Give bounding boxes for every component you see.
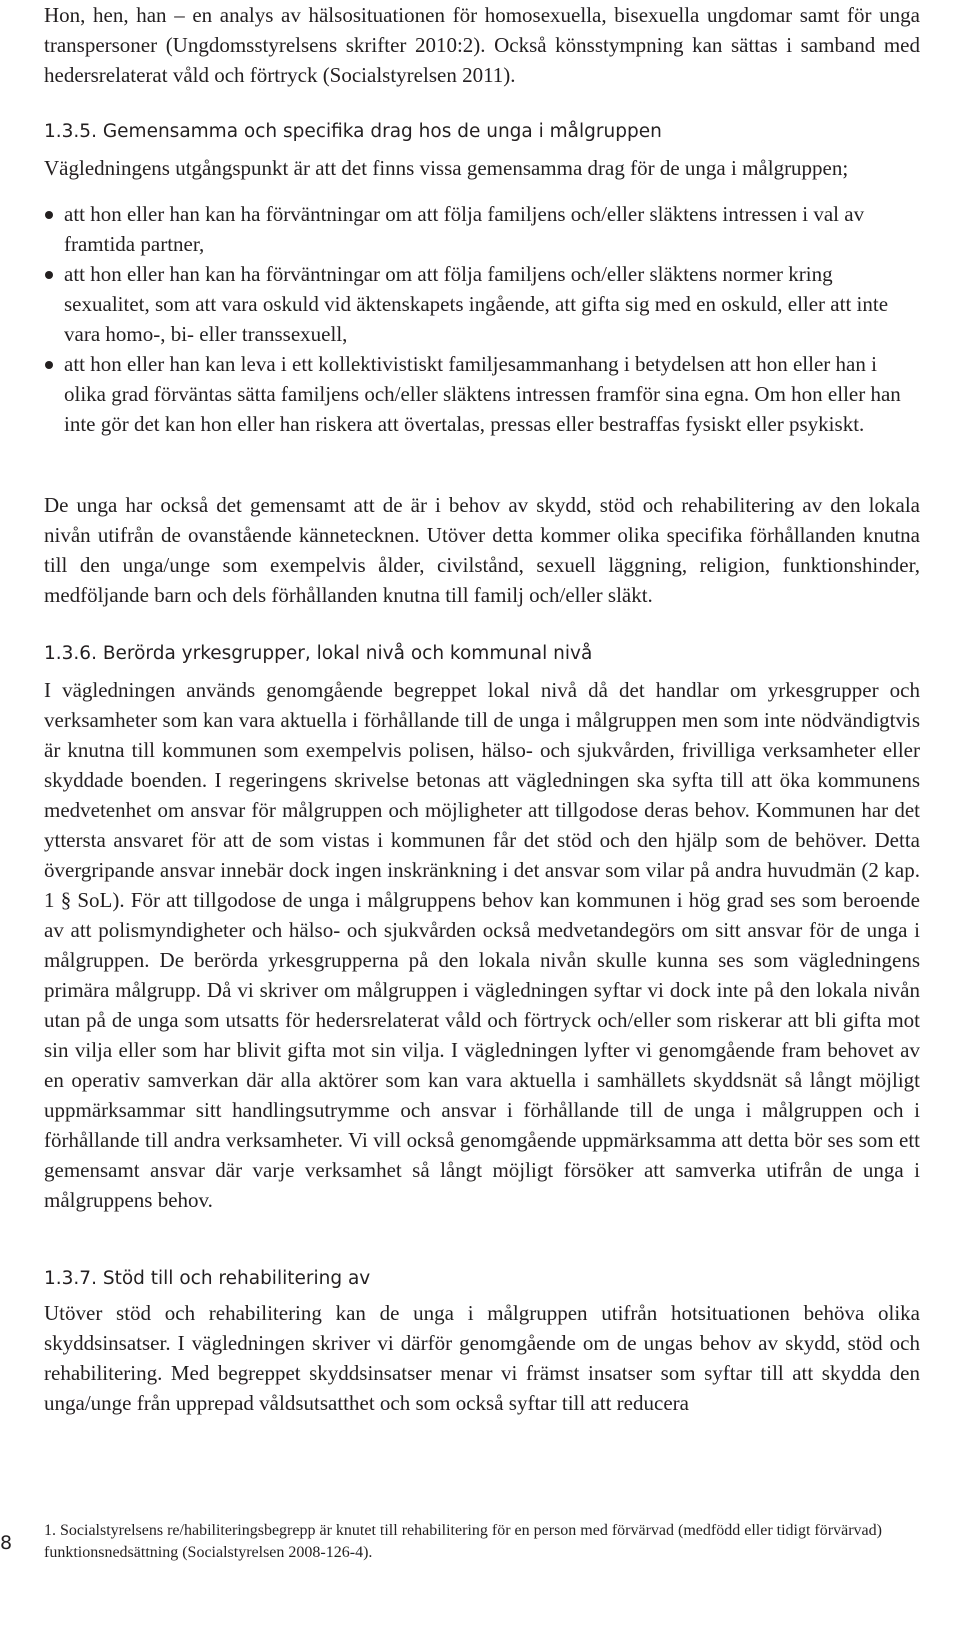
section-heading-1-3-7: 1.3.7. Stöd till och rehabilitering av: [44, 1268, 371, 1289]
list-item-text: att hon eller han kan ha förväntningar om att följa familjens och/eller släktens normer kring sexualitet, som att vara oskuld vid äktenskapets ingående, att gifta sig med en oskuld, eller att inte vara homo-, bi- eller transsexuell,: [64, 262, 889, 346]
list-item: [44, 199, 920, 259]
bullet-dot-icon: [45, 211, 53, 219]
section-heading-1-3-5: 1.3.5. Gemensamma och specifika drag hos de unga i målgruppen: [44, 121, 662, 142]
page-number: 8: [0, 1532, 13, 1554]
list-item-text: att hon eller han kan ha förväntningar om att följa familjens och/eller släktens intressen i val av framtida partner,: [64, 202, 865, 256]
body-paragraph: I vägledningen används genomgående begreppet lokal nivå då det handlar om yrkesgrupper och verksamheter som kan vara aktuella i förhållande till de unga i målgruppen men som inte nödvändigtvis är knutna till kommunen som exempelvis polisen, hälso- och sjukvården, frivilliga verksamheter eller skyddade boenden. I regeringens skrivelse betonas att vägledningen ska syfta till att öka kommunens medvetenhet om ansvar för målgruppen och möjligheter att tillgodose deras behov. Kommunen har det yttersta ansvaret för att de som vistas i kommunen får det stöd och den hjälp som de behöver. Detta övergripande ansvar innebär dock ingen inskränkning i det ansvar som vilar på andra huvudmän (2 kap. 1 § SoL). För att tillgodose de unga i målgruppens behov kan kommunen i hög grad ses som beroende av att polismyndigheter och hälso- och sjukvården också medvetandegörs om sitt ansvar för de unga i målgruppen. De berörda yrkesgrupperna på den lokala nivån skulle kunna ses som vägledningens primära målgrupp. Då vi skriver om målgruppen i vägledningen syftar vi dock inte på den lokala nivån utan på de unga som utsatts för hedersrelaterat våld och förtryck och/eller som riskerar att bli gifta mot sin vilja eller som har blivit gifta mot sin vilja. I vägledningen lyfter vi genomgående fram behovet av en operativ samverkan där alla aktörer som kan vara aktuella i samhällets skyddsnät så långt möjligt uppmärksammar sitt handlingsutrymme och ansvar i förhållande till de unga i målgruppen och i förhållande till andra verksamheter. Vi vill också genomgående uppmärksamma att detta bör ses som ett gemensamt ansvar där varje verksamhet så långt möjligt försöker att samverka utifrån de unga i målgruppens behov.: [44, 678, 920, 1212]
intro-paragraph: Hon, hen, han – en analys av hälsosituationen för homosexuella, bisexuella ungdomar samt för unga transpersoner (Ungdomsstyrelsens skrifter 2010:2). Också könsstympning kan sättas i samband med hedersrelaterat våld och förtryck (Socialstyrelsen 2011).: [44, 3, 920, 87]
bullet-list: [44, 199, 920, 439]
bullet-dot-icon: [45, 361, 53, 369]
section-lead-paragraph: Vägledningens utgångspunkt är att det finns vissa gemensamma drag för de unga i målgruppen;: [44, 156, 849, 180]
list-item: [44, 259, 920, 349]
body-paragraph: De unga har också det gemensamt att de är i behov av skydd, stöd och rehabilitering av den lokala nivån utifrån de ovanstående kännetecknen. Utöver detta kommer olika specifika förhållanden knutna till den unga/unge som exempelvis ålder, civilstånd, sexuell läggning, religion, funktionshinder, medföljande barn och dels förhållanden knutna till familj och/eller släkt.: [44, 493, 920, 607]
list-item-text: att hon eller han kan leva i ett kollektivistiskt familjesammanhang i betydelsen att hon eller han i olika grad förväntas sätta familjens och/eller släktens intressen framför sina egna. Om hon eller han inte gör det kan hon eller han riskera att övertalas, pressas eller bestraffas fysiskt eller psykiskt.: [64, 352, 901, 436]
body-paragraph: Utöver stöd och rehabilitering kan de unga i målgruppen utifrån hotsituationen behöva olika skyddsinsatser. I vägledningen skriver vi därför genomgående om de ungas behov av skydd, stöd och rehabilitering. Med begreppet skyddsinsatser menar vi främst insatser som syftar till att skydda den unga/unge från upprepad våldsutsatthet och som också syftar till att reducera: [44, 1301, 920, 1415]
bullet-dot-icon: [45, 271, 53, 279]
list-item: [44, 349, 920, 439]
section-heading-1-3-6: 1.3.6. Berörda yrkesgrupper, lokal nivå och kommunal nivå: [44, 643, 593, 664]
footnote: 1. Socialstyrelsens re/habiliteringsbegrepp är knutet till rehabilitering för en person med förvärvad (medfödd eller tidigt förvärvad) funktionsnedsättning (Socialstyrelsen 2008-126-4).: [44, 1522, 882, 1561]
